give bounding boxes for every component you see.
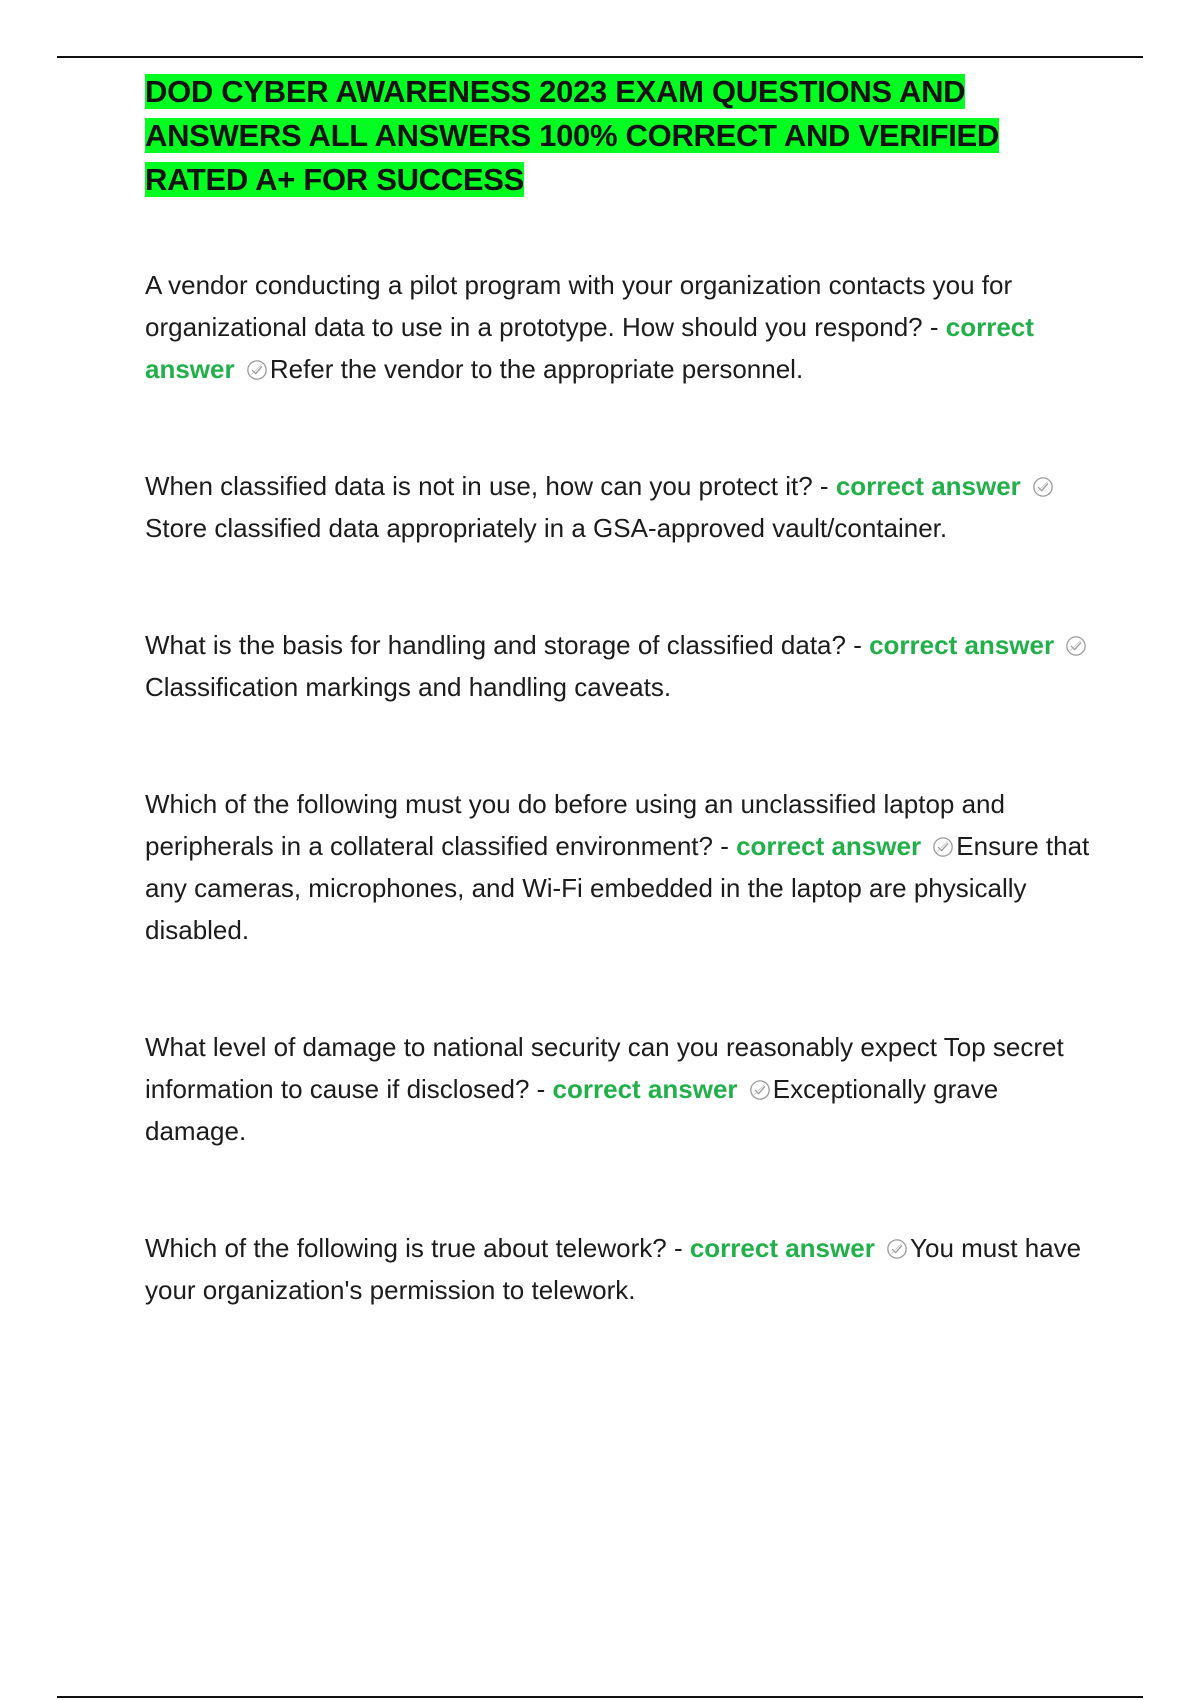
answer-label: correct answer bbox=[552, 1074, 738, 1104]
check-circle-icon bbox=[886, 1238, 908, 1260]
check-circle-icon bbox=[749, 1079, 771, 1101]
bottom-rule bbox=[57, 1696, 1143, 1698]
answer-label: correct answer bbox=[736, 831, 922, 861]
qa-item bbox=[145, 1026, 1095, 1152]
answer-text: Exceptionally grave damage. bbox=[145, 1074, 999, 1146]
answer-text: Refer the vendor to the appropriate personnel. bbox=[269, 354, 804, 384]
question-text: Which of the following is true about telework? bbox=[145, 1233, 667, 1263]
check-circle-icon bbox=[246, 359, 268, 381]
separator: - bbox=[666, 1233, 690, 1263]
separator: - bbox=[922, 312, 946, 342]
answer-text: Store classified data appropriately in a GSA-approved vault/container. bbox=[145, 513, 948, 543]
separator: - bbox=[812, 471, 836, 501]
separator: - bbox=[712, 831, 737, 861]
check-circle-icon bbox=[1065, 635, 1087, 657]
answer-text: You must have your organization's permission to telework. bbox=[145, 1233, 1082, 1305]
answer-text: Classification markings and handling caveats. bbox=[145, 672, 672, 702]
question-text: What is the basis for handling and storage of classified data? bbox=[145, 630, 846, 660]
separator: - bbox=[845, 630, 870, 660]
top-rule bbox=[57, 56, 1143, 58]
question-text: Which of the following must you do before using an unclassified laptop and peripherals in a collateral classified environment? bbox=[145, 789, 1005, 861]
answer-label: correct answer bbox=[689, 1233, 875, 1263]
check-circle-icon bbox=[932, 836, 954, 858]
document-title bbox=[145, 70, 1095, 202]
qa-item bbox=[145, 264, 1095, 390]
answer-label: correct answer bbox=[869, 630, 1055, 660]
check-circle-icon bbox=[1032, 476, 1054, 498]
separator: - bbox=[529, 1074, 553, 1104]
qa-item bbox=[145, 624, 1095, 708]
document-body bbox=[145, 70, 1095, 1386]
question-text: When classified data is not in use, how can you protect it? bbox=[145, 471, 813, 501]
qa-list bbox=[145, 264, 1095, 1311]
qa-item bbox=[145, 783, 1095, 951]
answer-text: Ensure that any cameras, microphones, and Wi-Fi embedded in the laptop are physically disabled. bbox=[145, 831, 1090, 945]
qa-item bbox=[145, 1227, 1095, 1311]
answer-label: correct answer bbox=[145, 312, 1034, 384]
qa-item bbox=[145, 465, 1095, 549]
answer-label: correct answer bbox=[835, 471, 1021, 501]
question-text: A vendor conducting a pilot program with your organization contacts you for organizational data to use in a prototype. How should you respond? bbox=[145, 270, 1013, 342]
title-highlight: DOD CYBER AWARENESS 2023 EXAM QUESTIONS AND ANSWERS ALL ANSWERS 100% CORRECT AND VERIFIED RATED A+ FOR SUCCESS bbox=[145, 74, 1000, 197]
question-text: What level of damage to national security can you reasonably expect Top secret information to cause if disclosed? bbox=[145, 1032, 1064, 1104]
